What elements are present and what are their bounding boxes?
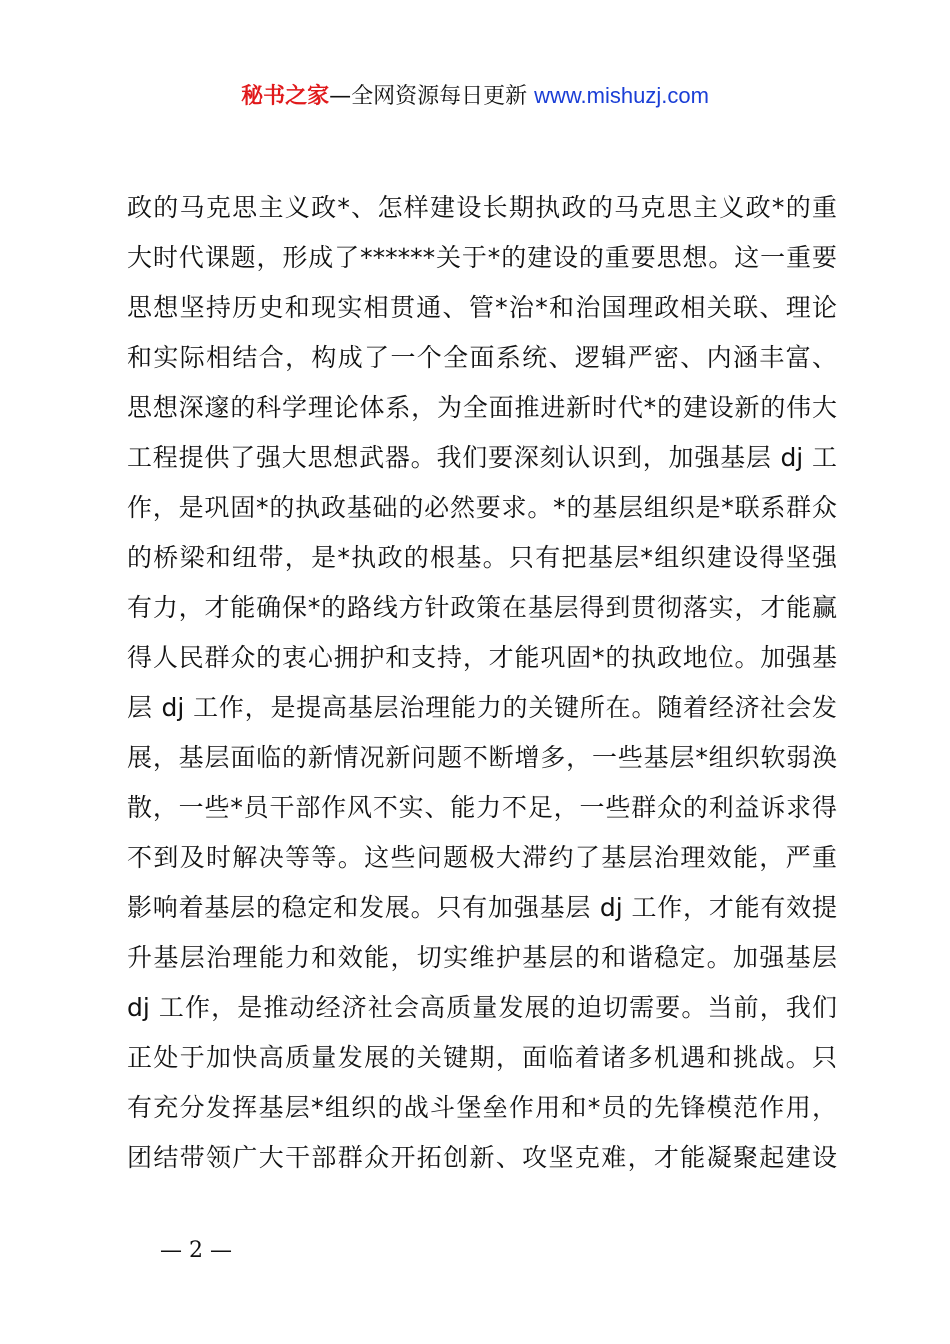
text-line: 影响着基层的稳定和发展。只有加强基层 dj 工作，才能有效提 <box>127 893 837 922</box>
text-line: 思想坚持历史和现实相贯通、管*治*和治国理政相关联、理论 <box>127 293 837 322</box>
text-line: 不到及时解决等等。这些问题极大滞约了基层治理效能，严重 <box>127 843 837 872</box>
text-line: 的桥梁和纽带，是*执政的根基。只有把基层*组织建设得坚强 <box>127 543 837 572</box>
text-line: 和实际相结合，构成了一个全面系统、逻辑严密、内涵丰富、 <box>127 343 837 372</box>
text-line: 得人民群众的衷心拥护和支持，才能巩固*的执政地位。加强基 <box>127 643 837 672</box>
text-line: 工程提供了强大思想武器。我们要深刻认识到，加强基层 dj 工 <box>127 443 837 472</box>
text-line: 层 dj 工作，是提高基层治理能力的关键所在。随着经济社会发 <box>127 693 837 722</box>
page-number: — 2 — <box>160 1238 232 1263</box>
text-line: 大时代课题，形成了******关于*的建设的重要思想。这一重要 <box>127 243 837 272</box>
text-line: 正处于加快高质量发展的关键期，面临着诸多机遇和挑战。只 <box>127 1043 837 1072</box>
text-line: 升基层治理能力和效能，切实维护基层的和谐稳定。加强基层 <box>127 943 837 972</box>
page-header <box>0 80 950 113</box>
text-line: 团结带领广大干部群众开拓创新、攻坚克难，才能凝聚起建设 <box>127 1143 837 1172</box>
text-line: 思想深邃的科学理论体系，为全面推进新时代*的建设新的伟大 <box>127 393 837 422</box>
text-line: dj 工作，是推动经济社会高质量发展的迫切需要。当前，我们 <box>127 993 837 1022</box>
text-line: 政的马克思主义政*、怎样建设长期执政的马克思主义政*的重 <box>127 193 837 222</box>
text-line: 有充分发挥基层*组织的战斗堡垒作用和*员的先锋模范作用， <box>127 1093 837 1122</box>
text-line: 展，基层面临的新情况新问题不断增多，一些基层*组织软弱涣 <box>127 743 837 772</box>
text-line: 有力，才能确保*的路线方针政策在基层得到贯彻落实，才能赢 <box>127 593 837 622</box>
text-line: 散，一些*员干部作风不实、能力不足，一些群众的利益诉求得 <box>127 793 837 822</box>
brand-name: 秘书之家 <box>241 84 330 109</box>
site-url-link[interactable]: www.mishuzj.com <box>534 83 709 108</box>
header-tagline: —全网资源每日更新 <box>329 84 535 109</box>
text-line: 作，是巩固*的执政基础的必然要求。*的基层组织是*联系群众 <box>127 493 837 522</box>
document-body <box>127 183 837 1183</box>
